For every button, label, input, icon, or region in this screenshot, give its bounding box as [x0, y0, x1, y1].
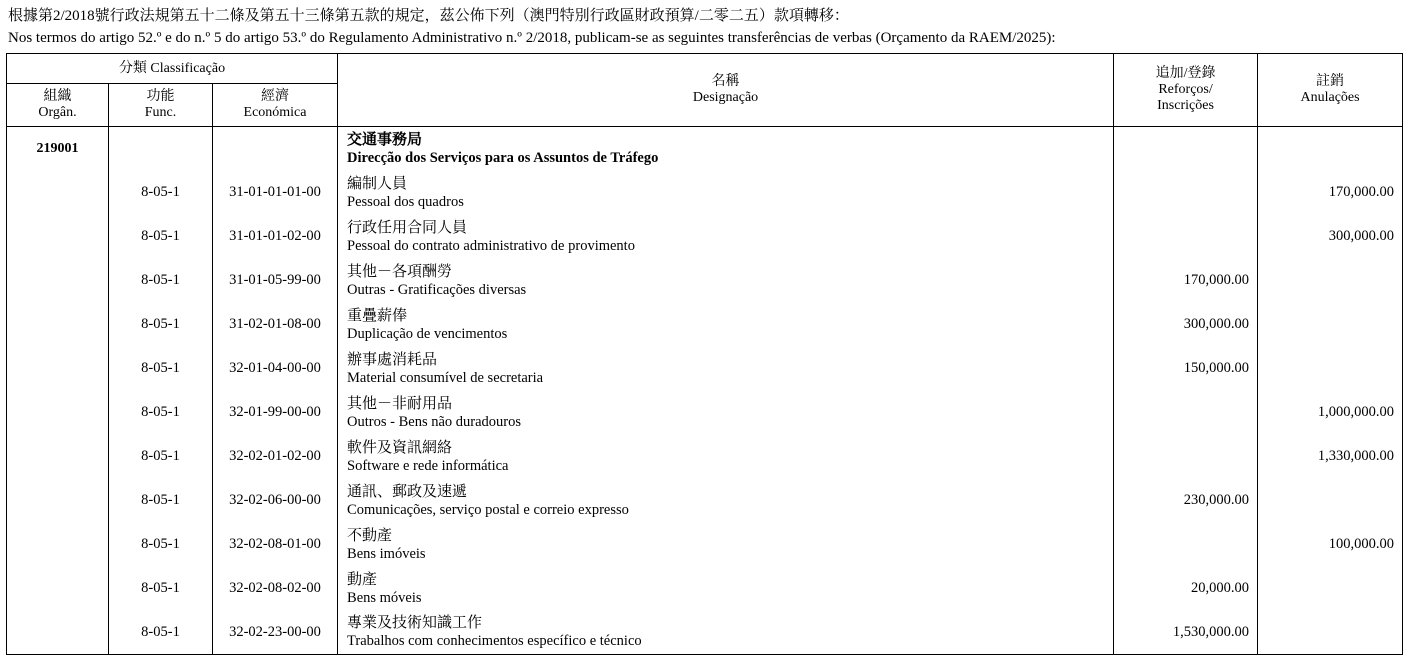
- func-code: 8-05-1: [109, 479, 213, 523]
- designation-pt: Bens móveis: [347, 589, 422, 606]
- header-designation-pt: Designação: [692, 90, 759, 105]
- header-econ: [213, 84, 338, 127]
- organ-designation: [338, 127, 1114, 171]
- designation-pt: Material consumível de secretaria: [347, 369, 544, 386]
- cancellation-amount: 1,000,000.00: [1258, 391, 1403, 435]
- designation-zh: 其他－非耐用品: [347, 395, 453, 412]
- cancellation-amount: 1,330,000.00: [1258, 435, 1403, 479]
- budget-transfer-table: [6, 53, 1403, 655]
- designation-pt: Bens imóveis: [347, 545, 426, 562]
- designation-pt: Outros - Bens não duradouros: [347, 413, 522, 430]
- cancellation-amount: [1258, 479, 1403, 523]
- table-row: [7, 523, 1403, 567]
- reinforcement-amount: 300,000.00: [1114, 303, 1258, 347]
- reinforcement-amount: [1114, 435, 1258, 479]
- header-func-pt: Func.: [144, 105, 177, 120]
- func-code: 8-05-1: [109, 303, 213, 347]
- designation-zh: 重疊薪俸: [347, 307, 408, 324]
- designation-pt: Pessoal do contrato administrativo de provimento: [347, 237, 635, 254]
- reinforcement-amount: 1,530,000.00: [1114, 611, 1258, 655]
- designation-zh: 通訊、郵政及速遞: [347, 483, 468, 500]
- header-organ-zh: 組織: [43, 89, 72, 104]
- designation-zh: 其他－各項酬勞: [347, 263, 453, 280]
- cancellation-amount: 170,000.00: [1258, 171, 1403, 215]
- designation: [338, 391, 1114, 435]
- cancellation-amount: [1258, 303, 1403, 347]
- organ-cell: [7, 347, 109, 391]
- table-row: [7, 347, 1403, 391]
- header-organ: [7, 84, 109, 127]
- header-func: [109, 84, 213, 127]
- header-designation: [338, 54, 1114, 127]
- econ-code: 31-02-01-08-00: [213, 303, 338, 347]
- header-designation-zh: 名稱: [711, 74, 740, 89]
- econ-code: 32-01-99-00-00: [213, 391, 338, 435]
- cancellation-amount: [1258, 567, 1403, 611]
- designation-pt: Duplicação de vencimentos: [347, 325, 508, 342]
- header-reinforcements-zh: 追加/登錄: [1155, 66, 1216, 81]
- header-cancellations-zh: 註銷: [1316, 74, 1345, 89]
- econ-code: 31-01-01-01-00: [213, 171, 338, 215]
- organ-cell: [7, 479, 109, 523]
- func-code: 8-05-1: [109, 567, 213, 611]
- organ-name-pt: Direcção dos Serviços para os Assuntos de Tráfego: [347, 149, 659, 166]
- func-code: 8-05-1: [109, 523, 213, 567]
- table-row: [7, 391, 1403, 435]
- designation: [338, 171, 1114, 215]
- cancellation-amount: 100,000.00: [1258, 523, 1403, 567]
- func-code: 8-05-1: [109, 215, 213, 259]
- designation: [338, 435, 1114, 479]
- cancellation-amount: [1258, 611, 1403, 655]
- designation: [338, 259, 1114, 303]
- organ-cell: [7, 567, 109, 611]
- reinforcement-amount: 20,000.00: [1114, 567, 1258, 611]
- intro-portuguese: Nos termos do artigo 52.º e do n.º 5 do artigo 53.º do Regulamento Administrativo n.º 2/2018, publicam-se as seguintes transferências de verbas (Orçamento da RAEM/2025):: [8, 30, 1056, 46]
- header-cancellations-pt: Anulações: [1300, 90, 1360, 105]
- designation: [338, 611, 1114, 655]
- reinforcement-amount: [1114, 171, 1258, 215]
- designation: [338, 215, 1114, 259]
- organ-cell: [7, 435, 109, 479]
- header-econ-pt: Económica: [243, 105, 307, 120]
- func-code: 8-05-1: [109, 435, 213, 479]
- organ-func-empty: [109, 127, 213, 171]
- designation-zh: 軟件及資訊網絡: [347, 439, 453, 456]
- header-reinforcements-pt1: Reforços/: [1158, 82, 1213, 97]
- reinforcement-amount: 150,000.00: [1114, 347, 1258, 391]
- designation-pt: Comunicações, serviço postal e correio expresso: [347, 501, 629, 518]
- designation-zh: 不動產: [347, 527, 393, 544]
- designation: [338, 479, 1114, 523]
- econ-code: 32-02-08-01-00: [213, 523, 338, 567]
- designation-pt: Software e rede informática: [347, 457, 509, 474]
- func-code: 8-05-1: [109, 171, 213, 215]
- designation-zh: 編制人員: [347, 175, 408, 192]
- organ-row: [7, 127, 1403, 171]
- designation-zh: 動產: [347, 571, 378, 588]
- func-code: 8-05-1: [109, 259, 213, 303]
- econ-code: 31-01-01-02-00: [213, 215, 338, 259]
- designation-pt: Pessoal dos quadros: [347, 193, 464, 210]
- designation-pt: Trabalhos com conhecimentos específico e técnico: [347, 633, 642, 650]
- header-econ-zh: 經濟: [261, 89, 290, 104]
- organ-anulacoes-empty: [1258, 127, 1403, 171]
- designation: [338, 567, 1114, 611]
- designation: [338, 523, 1114, 567]
- table-row: [7, 171, 1403, 215]
- header-func-zh: 功能: [146, 89, 175, 104]
- table-row: [7, 479, 1403, 523]
- designation-zh: 專業及技術知識工作: [347, 615, 483, 632]
- cancellation-amount: [1258, 259, 1403, 303]
- func-code: 8-05-1: [109, 611, 213, 655]
- table-row: [7, 215, 1403, 259]
- organ-cell: [7, 259, 109, 303]
- organ-code: 219001: [7, 127, 109, 171]
- econ-code: 31-01-05-99-00: [213, 259, 338, 303]
- designation-pt: Outras - Gratificações diversas: [347, 281, 527, 298]
- header-cancellations: [1258, 54, 1403, 127]
- cancellation-amount: 300,000.00: [1258, 215, 1403, 259]
- econ-code: 32-02-06-00-00: [213, 479, 338, 523]
- organ-name-zh: 交通事務局: [347, 131, 423, 148]
- organ-cell: [7, 303, 109, 347]
- econ-code: 32-01-04-00-00: [213, 347, 338, 391]
- econ-code: 32-02-08-02-00: [213, 567, 338, 611]
- table-row: [7, 611, 1403, 655]
- header-organ-pt: Orgân.: [38, 105, 77, 120]
- organ-cell: [7, 215, 109, 259]
- table-row: [7, 303, 1403, 347]
- cancellation-amount: [1258, 347, 1403, 391]
- header-classification: 分類 Classificação: [7, 54, 338, 84]
- econ-code: 32-02-23-00-00: [213, 611, 338, 655]
- reinforcement-amount: [1114, 523, 1258, 567]
- organ-econ-empty: [213, 127, 338, 171]
- table-row: [7, 259, 1403, 303]
- designation: [338, 303, 1114, 347]
- designation-zh: 辦事處消耗品: [347, 351, 438, 368]
- designation-zh: 行政任用合同人員: [347, 219, 468, 236]
- organ-reforcos-empty: [1114, 127, 1258, 171]
- designation: [338, 347, 1114, 391]
- func-code: 8-05-1: [109, 347, 213, 391]
- table-row: [7, 435, 1403, 479]
- header-reinforcements: [1114, 54, 1258, 127]
- reinforcement-amount: 230,000.00: [1114, 479, 1258, 523]
- reinforcement-amount: [1114, 391, 1258, 435]
- econ-code: 32-02-01-02-00: [213, 435, 338, 479]
- organ-cell: [7, 523, 109, 567]
- organ-cell: [7, 391, 109, 435]
- func-code: 8-05-1: [109, 391, 213, 435]
- intro-chinese: 根據第2/2018號行政法規第五十二條及第五十三條第五款的規定，茲公佈下列（澳門特別行政區財政預算/二零二五）款項轉移：: [8, 8, 849, 24]
- reinforcement-amount: [1114, 215, 1258, 259]
- table-row: [7, 567, 1403, 611]
- organ-cell: [7, 171, 109, 215]
- reinforcement-amount: 170,000.00: [1114, 259, 1258, 303]
- header-reinforcements-pt2: Inscrições: [1157, 98, 1214, 113]
- organ-cell: [7, 611, 109, 655]
